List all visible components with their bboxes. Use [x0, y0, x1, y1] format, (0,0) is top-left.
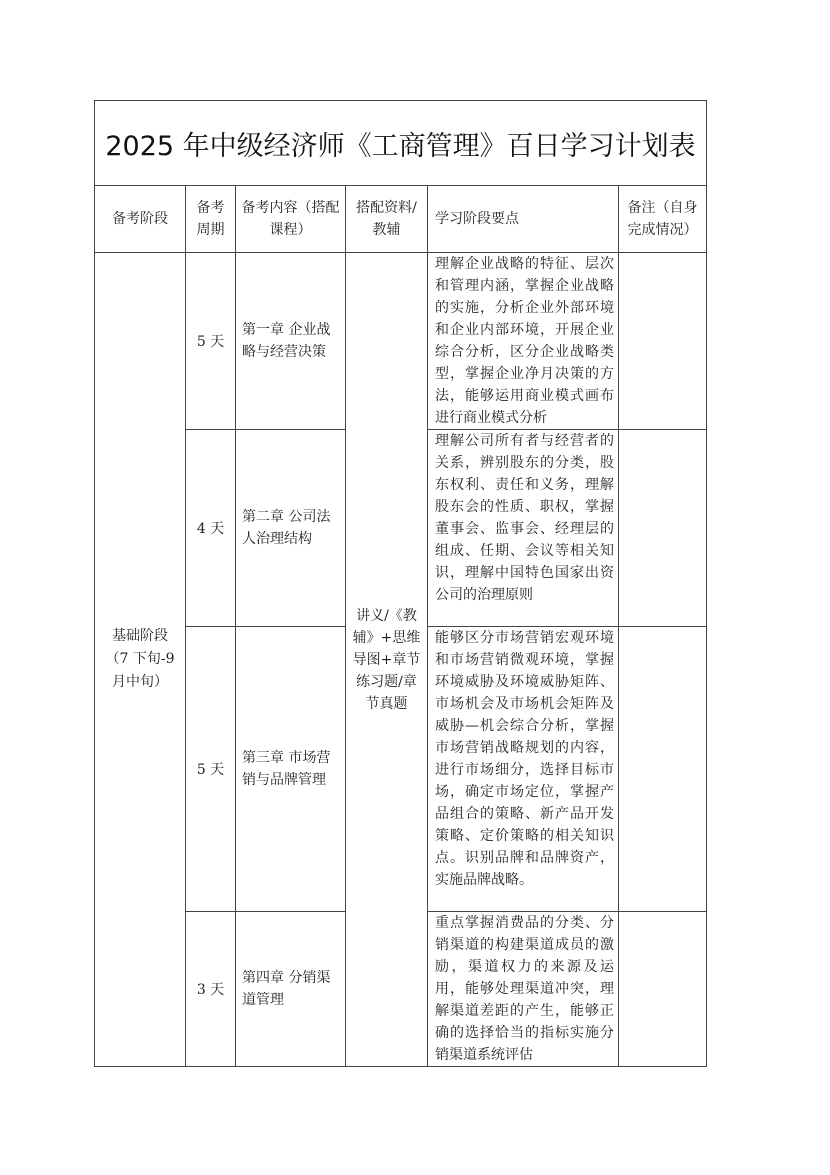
- header-content: 备考内容（搭配课程）: [236, 186, 346, 253]
- row-days: 4 天: [186, 430, 236, 627]
- row-days: 5 天: [186, 627, 236, 912]
- row-chapter: 第一章 企业战略与经营决策: [236, 253, 346, 430]
- material-cell: 讲义/《教辅》+思维导图+章节练习题/章节真题: [346, 253, 428, 1067]
- row-chapter: 第四章 分销渠道管理: [236, 912, 346, 1067]
- row-chapter: 第三章 市场营销与品牌管理: [236, 627, 346, 912]
- row-chapter: 第二章 公司法人治理结构: [236, 430, 346, 627]
- stage-cell: 基础阶段（7 下旬-9 月中旬）: [95, 253, 186, 1067]
- row-days: 5 天: [186, 253, 236, 430]
- table-header-row: [95, 186, 707, 253]
- header-period: 备考周期: [186, 186, 236, 253]
- table-row: [95, 253, 707, 430]
- header-notes: 备注（自身完成情况）: [619, 186, 707, 253]
- row-points: 理解公司所有者与经营者的关系，辨别股东的分类，股东权利、责任和义务，理解股东会的性质、职权，掌握董事会、监事会、经理层的组成、任期、会议等相关知识，理解中国特色国家出资公司的治理原则: [428, 430, 619, 627]
- row-notes[interactable]: [619, 430, 707, 627]
- page-title: 2025 年中级经济师《工商管理》百日学习计划表: [95, 101, 707, 186]
- header-points: 学习阶段要点: [428, 186, 619, 253]
- header-stage: 备考阶段: [95, 186, 186, 253]
- study-plan-sheet: [94, 100, 706, 1067]
- row-points: 理解企业战略的特征、层次和管理内涵，掌握企业战略的实施，分析企业外部环境和企业内部环境，开展企业综合分析，区分企业战略类型，掌握企业净月决策的方法，能够运用商业模式画布进行商业模式分析: [428, 253, 619, 430]
- row-points: 重点掌握消费品的分类、分销渠道的构建渠道成员的激励，渠道权力的来源及运用，能够处理渠道冲突，理解渠道差距的产生，能够正确的选择恰当的指标实施分销渠道系统评估: [428, 912, 619, 1067]
- row-notes[interactable]: [619, 912, 707, 1067]
- row-points: 能够区分市场营销宏观环境和市场营销微观环境，掌握环境威胁及环境威胁矩阵、市场机会及市场机会矩阵及威胁—机会综合分析，掌握市场营销战略规划的内容，进行市场细分，选择目标市场，确定市场定位，掌握产品组合的策略、新产品开发策略、定价策略的相关知识点。识别品牌和品牌资产，实施品牌战略。: [428, 627, 619, 912]
- study-plan-table: [94, 100, 707, 1067]
- row-days: 3 天: [186, 912, 236, 1067]
- header-material: 搭配资料/教辅: [346, 186, 428, 253]
- row-notes[interactable]: [619, 627, 707, 912]
- row-notes[interactable]: [619, 253, 707, 430]
